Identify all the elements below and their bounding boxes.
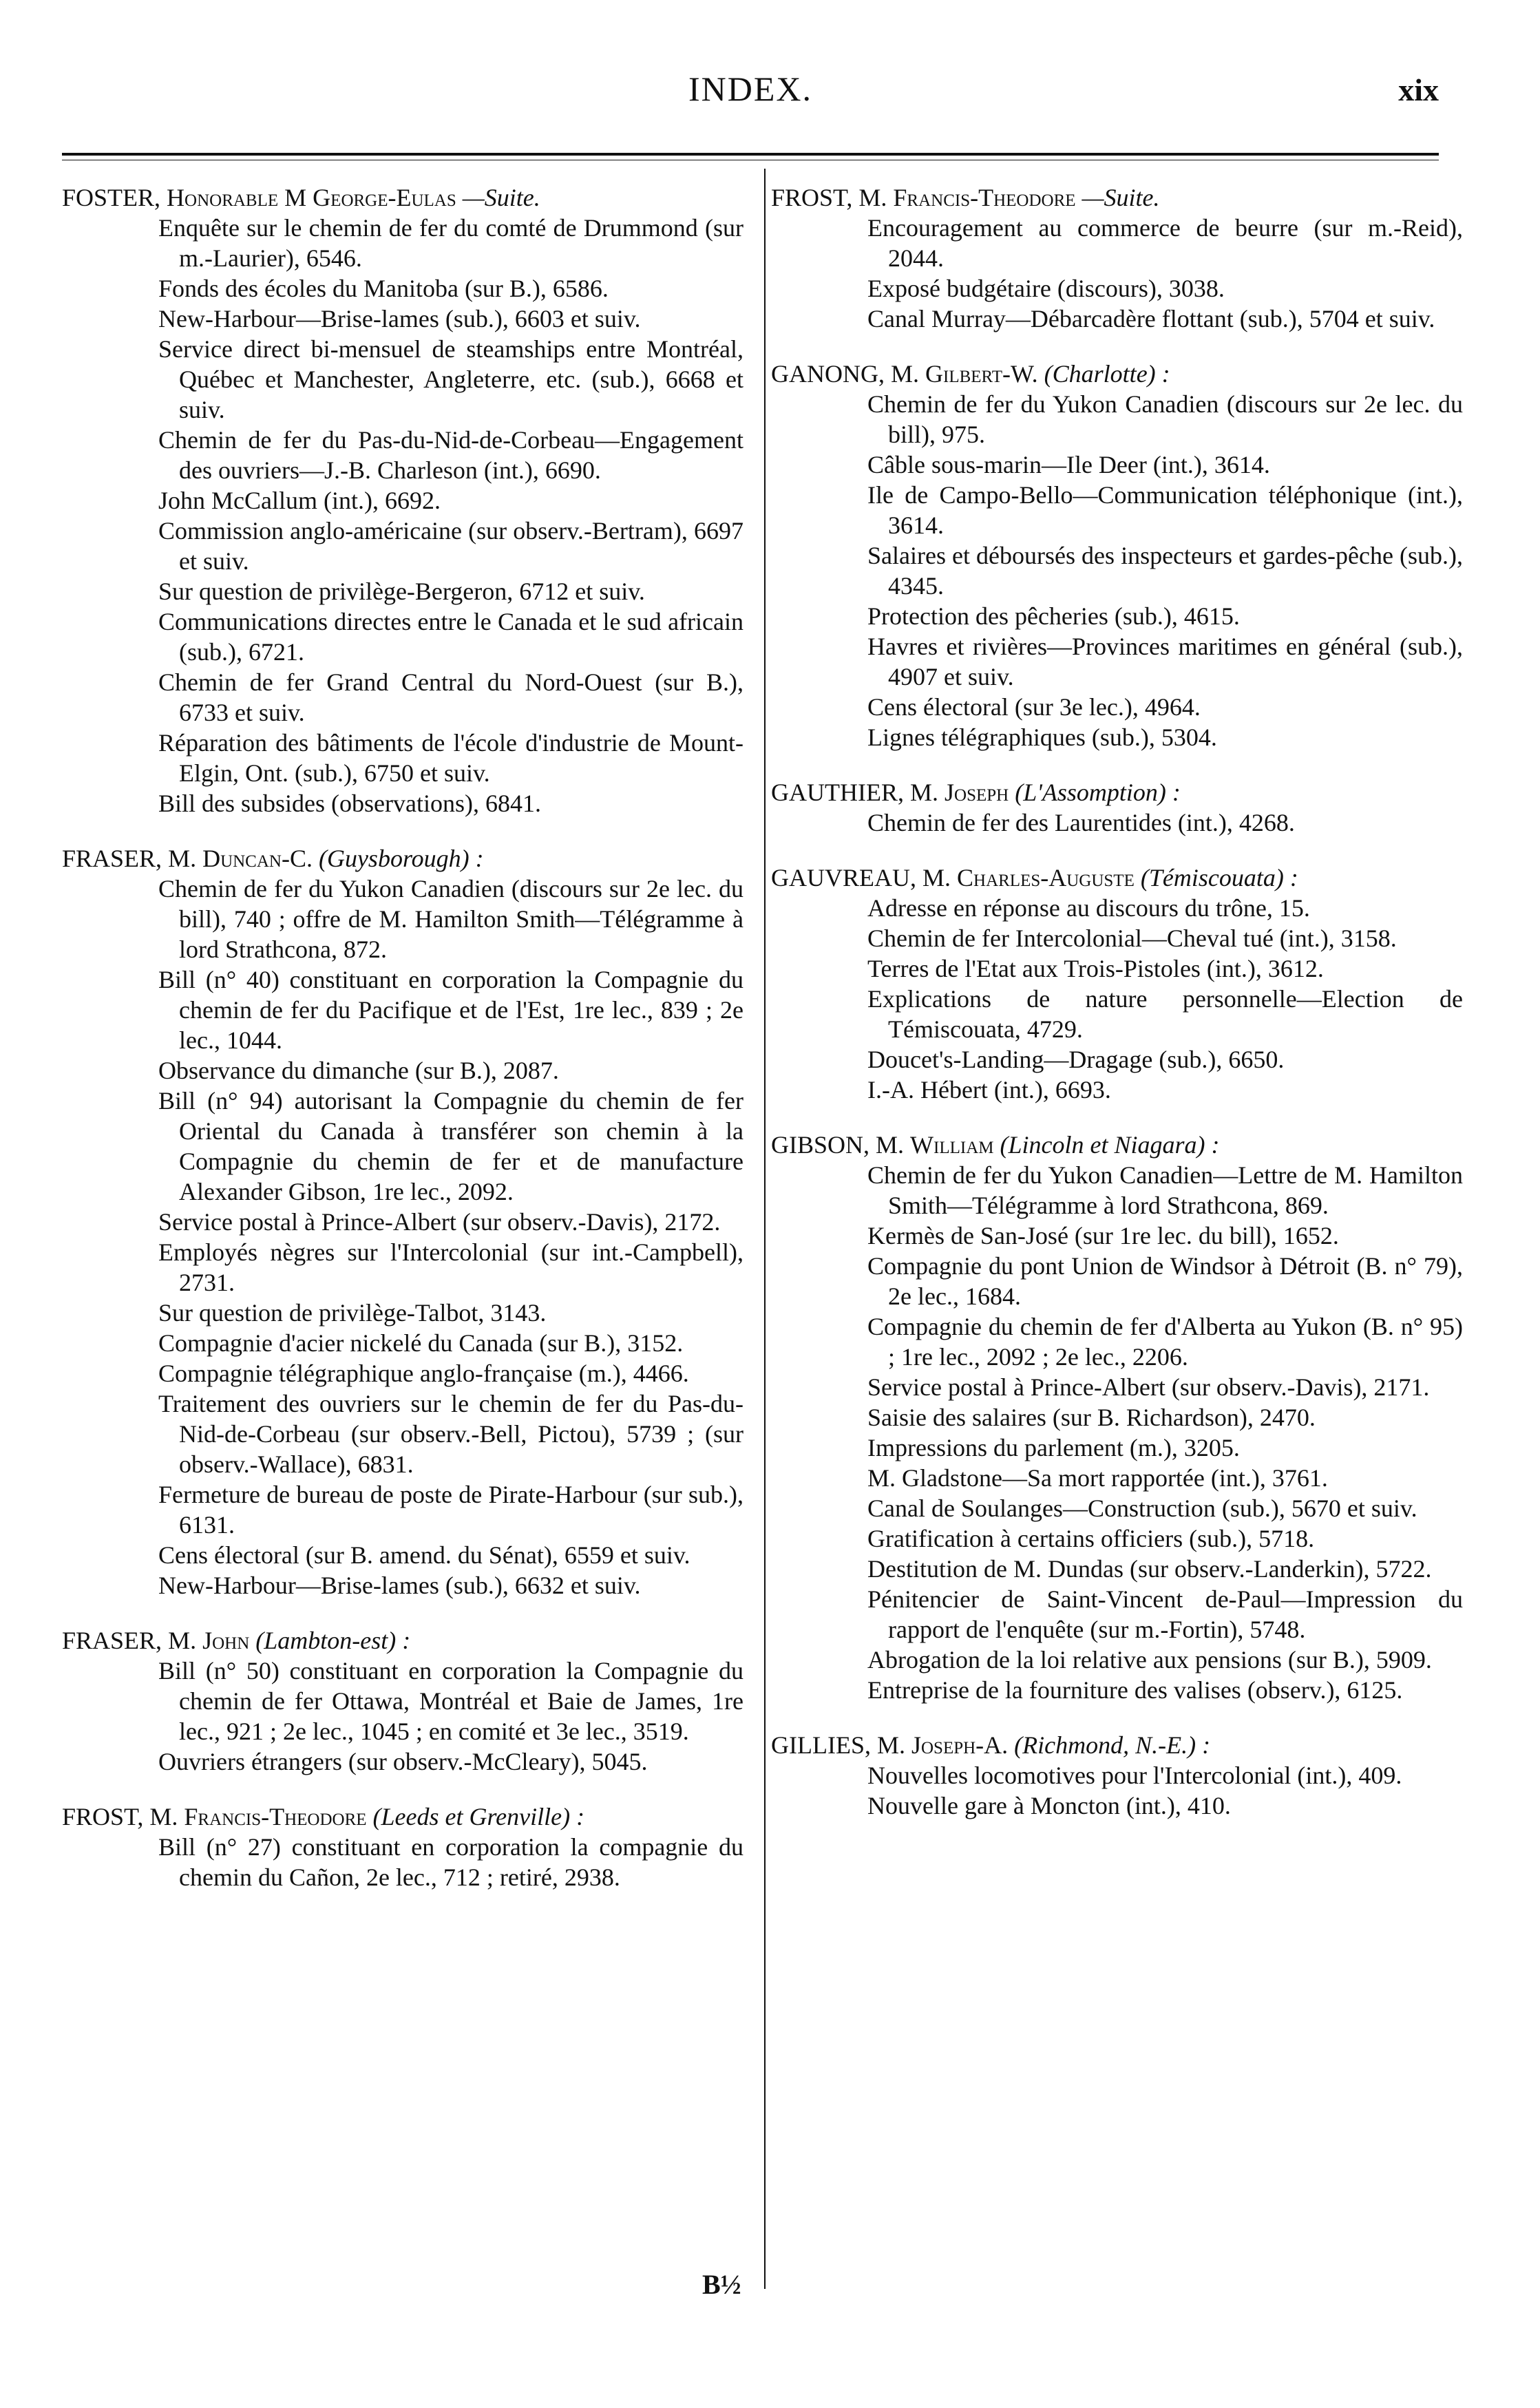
index-item: Encouragement au commerce de beurre (sur m.-Reid), 2044. <box>867 214 1463 272</box>
index-item: Fermeture de bureau de poste de Pirate-Harbour (sur sub.), 6131. <box>158 1481 743 1539</box>
index-item: Lignes télégraphiques (sub.), 5304. <box>867 724 1217 751</box>
index-item: Chemin de fer du Yukon Canadien—Lettre de M. Hamilton Smith—Télégramme à lord Strathcona, 869. <box>867 1161 1463 1219</box>
entry-given-name: George-Eulas <box>313 184 456 211</box>
index-item: Havres et rivières—Provinces maritimes en général (sub.), 4907 et suiv. <box>867 633 1463 690</box>
entry-riding: (Leeds et Grenville) : <box>372 1803 585 1830</box>
entry-surname: GAUTHIER, <box>771 779 904 806</box>
entry-title: M. <box>891 360 920 388</box>
index-item: Traitement des ouvriers sur le chemin de fer du Pas-du-Nid-de-Corbeau (sur observ.-Bell, Pictou), 5739 ; (sur observ.-Wallace), 6831. <box>158 1390 743 1478</box>
entry-riding: (Lincoln et Niagara) : <box>1000 1131 1220 1159</box>
index-item: Nouvelles locomotives pour l'Intercolonial (int.), 409. <box>867 1762 1402 1789</box>
index-item: Canal de Soulanges—Construction (sub.), 5670 et suiv. <box>867 1495 1417 1522</box>
entry-heading <box>62 843 743 874</box>
index-item: Exposé budgétaire (discours), 3038. <box>867 275 1225 302</box>
index-entry <box>62 843 743 1601</box>
entry-given-name: John <box>202 1627 250 1654</box>
entry-surname: FROST, <box>62 1803 144 1830</box>
index-item: Chemin de fer Intercolonial—Cheval tué (int.), 3158. <box>867 925 1397 952</box>
entry-given-name: Joseph <box>945 779 1009 806</box>
entry-given-name: Francis-Theodore <box>184 1803 367 1830</box>
entry-title: M. <box>909 779 938 806</box>
index-item: Abrogation de la loi relative aux pensions (sur B.), 5909. <box>867 1646 1432 1673</box>
index-item: Kermès de San-José (sur 1re lec. du bill), 1652. <box>867 1222 1339 1249</box>
index-entry <box>771 182 1463 334</box>
column-divider <box>764 169 766 2289</box>
index-item: Câble sous-marin—Ile Deer (int.), 3614. <box>867 451 1270 478</box>
index-entry <box>62 182 743 818</box>
index-item: Réparation des bâtiments de l'école d'industrie de Mount-Elgin, Ont. (sub.), 6750 et suiv. <box>158 729 743 787</box>
index-item: Saisie des salaires (sur B. Richardson), 2470. <box>867 1404 1316 1431</box>
index-item: Bill (n° 50) constituant en corporation la Compagnie du chemin de fer Ottawa, Montréal et Baie de James, 1re lec., 921 ; 2e lec., 1045 ; en comité et 3e lec., 3519. <box>158 1657 743 1745</box>
index-item: Pénitencier de Saint-Vincent de-Paul—Impression du rapport de l'enquête (sur m.-Fortin), 5748. <box>867 1585 1463 1643</box>
index-item: Doucet's-Landing—Dragage (sub.), 6650. <box>867 1046 1285 1073</box>
index-entry <box>771 863 1463 1105</box>
entry-surname: GIBSON, <box>771 1131 870 1159</box>
page-number: xix <box>1398 72 1439 107</box>
entry-riding: (Richmond, N.-E.) : <box>1014 1731 1211 1759</box>
index-item: Bill des subsides (observations), 6841. <box>158 790 541 817</box>
entry-riding: —Suite. <box>1082 184 1160 211</box>
entry-title: M. <box>876 1731 905 1759</box>
entry-heading <box>62 1625 743 1656</box>
entry-heading <box>62 182 743 213</box>
entry-heading <box>771 1730 1463 1760</box>
index-entry <box>771 359 1463 752</box>
entry-surname: FRASER, <box>62 845 162 872</box>
entry-given-name: Gilbert-W. <box>925 360 1038 388</box>
index-item: New-Harbour—Brise-lames (sub.), 6603 et suiv. <box>158 305 641 332</box>
entry-riding: (Charlotte) : <box>1044 360 1170 388</box>
index-item: Compagnie télégraphique anglo-française (m.), 4466. <box>158 1360 689 1387</box>
entry-heading <box>771 1130 1463 1160</box>
index-item: Bill (n° 27) constituant en corporation la compagnie du chemin du Cañon, 2e lec., 712 ; retiré, 2938. <box>158 1833 743 1891</box>
entry-heading <box>771 863 1463 893</box>
index-item: Canal Murray—Débarcadère flottant (sub.), 5704 et suiv. <box>867 305 1435 332</box>
entry-surname: GANONG, <box>771 360 885 388</box>
entry-title: M. <box>858 184 887 211</box>
index-item: Communications directes entre le Canada et le sud africain (sub.), 6721. <box>158 608 743 666</box>
index-item: Sur question de privilège-Talbot, 3143. <box>158 1299 547 1327</box>
entry-heading <box>771 359 1463 389</box>
entry-surname: FOSTER, <box>62 184 161 211</box>
entry-surname: GAUVREAU, <box>771 864 916 891</box>
entry-title: M. <box>168 845 197 872</box>
index-item: Cens électoral (sur 3e lec.), 4964. <box>867 693 1201 721</box>
index-item: Cens électoral (sur B. amend. du Sénat), 6559 et suiv. <box>158 1541 690 1569</box>
index-item: Destitution de M. Dundas (sur observ.-Landerkin), 5722. <box>867 1555 1432 1583</box>
entry-surname: FROST, <box>771 184 853 211</box>
index-item: Nouvelle gare à Moncton (int.), 410. <box>867 1792 1231 1819</box>
index-item: Service direct bi-mensuel de steamships entre Montréal, Québec et Manchester, Angleterre, etc. (sub.), 6668 et suiv. <box>158 335 743 423</box>
entry-given-name: Duncan-C. <box>202 845 313 872</box>
index-entry <box>771 777 1463 838</box>
index-item: Chemin de fer du Yukon Canadien (discours sur 2e lec. du bill), 975. <box>867 390 1463 448</box>
signature-mark: B½ <box>702 2269 741 2300</box>
entry-riding: (L'Assomption) : <box>1015 779 1181 806</box>
index-item: Employés nègres sur l'Intercolonial (sur int.-Campbell), 2731. <box>158 1238 743 1296</box>
index-entry <box>62 1802 743 1892</box>
index-item: Chemin de fer du Yukon Canadien (discours sur 2e lec. du bill), 740 ; offre de M. Hamilton Smith—Télégramme à lord Strathcona, 872. <box>158 875 743 963</box>
index-item: Impressions du parlement (m.), 3205. <box>867 1434 1240 1461</box>
index-item: Protection des pêcheries (sub.), 4615. <box>867 602 1240 630</box>
index-entry <box>771 1730 1463 1821</box>
index-item: Enquête sur le chemin de fer du comté de Drummond (sur m.-Laurier), 6546. <box>158 214 743 272</box>
entry-heading <box>62 1802 743 1832</box>
index-item: Gratification à certains officiers (sub.), 5718. <box>867 1525 1315 1552</box>
entry-title: M. <box>168 1627 197 1654</box>
entry-riding: (Témiscouata) : <box>1140 864 1298 891</box>
index-item: Chemin de fer du Pas-du-Nid-de-Corbeau—Engagement des ouvriers—J.-B. Charleson (int.), 6690. <box>158 426 743 484</box>
index-item: Adresse en réponse au discours du trône, 15. <box>867 894 1310 922</box>
index-item: Entreprise de la fourniture des valises (observ.), 6125. <box>867 1676 1403 1704</box>
index-item: Bill (n° 94) autorisant la Compagnie du chemin de fer Oriental du Canada à transférer son chemin à la Compagnie du chemin de fer et de manufacture Alexander Gibson, 1re lec., 2092. <box>158 1087 743 1205</box>
index-item: Ile de Campo-Bello—Communication téléphonique (int.), 3614. <box>867 481 1463 539</box>
entry-given-name: Charles-Auguste <box>957 864 1135 891</box>
entry-riding: (Lambton-est) : <box>255 1627 411 1654</box>
entry-given-name: Francis-Theodore <box>893 184 1076 211</box>
page-title: INDEX. <box>688 70 813 108</box>
index-item: M. Gladstone—Sa mort rapportée (int.), 3761. <box>867 1464 1328 1492</box>
index-item: New-Harbour—Brise-lames (sub.), 6632 et suiv. <box>158 1572 641 1599</box>
index-item: Observance du dimanche (sur B.), 2087. <box>158 1057 559 1084</box>
entry-title: M. <box>149 1803 178 1830</box>
index-item: Service postal à Prince-Albert (sur observ.-Davis), 2171. <box>867 1373 1430 1401</box>
index-item: Terres de l'Etat aux Trois-Pistoles (int.), 3612. <box>867 955 1324 982</box>
right-column <box>771 182 1463 1846</box>
entry-surname: GILLIES, <box>771 1731 871 1759</box>
entry-riding: (Guysborough) : <box>318 845 484 872</box>
entry-given-name: Joseph-A. <box>911 1731 1009 1759</box>
entry-title: Honorable M <box>167 184 307 211</box>
entry-title: M. <box>922 864 951 891</box>
index-item: Chemin de fer des Laurentides (int.), 4268. <box>867 809 1295 836</box>
index-item: Fonds des écoles du Manitoba (sur B.), 6586. <box>158 275 609 302</box>
index-item: Sur question de privilège-Bergeron, 6712 et suiv. <box>158 578 645 605</box>
entry-heading <box>771 777 1463 807</box>
entry-given-name: William <box>910 1131 994 1159</box>
index-item: Ouvriers étrangers (sur observ.-McCleary), 5045. <box>158 1748 648 1775</box>
index-item: Service postal à Prince-Albert (sur observ.-Davis), 2172. <box>158 1208 721 1236</box>
index-entry <box>771 1130 1463 1705</box>
index-item: Compagnie du pont Union de Windsor à Détroit (B. n° 79), 2e lec., 1684. <box>867 1252 1463 1310</box>
entry-title: M. <box>876 1131 905 1159</box>
index-item: Chemin de fer Grand Central du Nord-Ouest (sur B.), 6733 et suiv. <box>158 668 743 726</box>
left-column <box>62 182 743 1917</box>
entry-heading <box>771 182 1463 213</box>
index-item: Commission anglo-américaine (sur observ.-Bertram), 6697 et suiv. <box>158 517 743 575</box>
index-item: John McCallum (int.), 6692. <box>158 487 441 514</box>
index-entry <box>62 1625 743 1777</box>
entry-surname: FRASER, <box>62 1627 162 1654</box>
index-item: Salaires et déboursés des inspecteurs et gardes-pêche (sub.), 4345. <box>867 542 1463 600</box>
index-item: I.-A. Hébert (int.), 6693. <box>867 1076 1111 1103</box>
header-rule-thick <box>62 153 1439 156</box>
index-item: Compagnie du chemin de fer d'Alberta au Yukon (B. n° 95) ; 1re lec., 2092 ; 2e lec., 2206. <box>867 1313 1463 1371</box>
entry-riding: —Suite. <box>462 184 540 211</box>
index-item: Compagnie d'acier nickelé du Canada (sur B.), 3152. <box>158 1329 684 1357</box>
page-header <box>62 69 1439 117</box>
index-item: Explications de nature personnelle—Election de Témiscouata, 4729. <box>867 985 1463 1043</box>
index-item: Bill (n° 40) constituant en corporation la Compagnie du chemin de fer du Pacifique et de l'Est, 1re lec., 839 ; 2e lec., 1044. <box>158 966 743 1054</box>
